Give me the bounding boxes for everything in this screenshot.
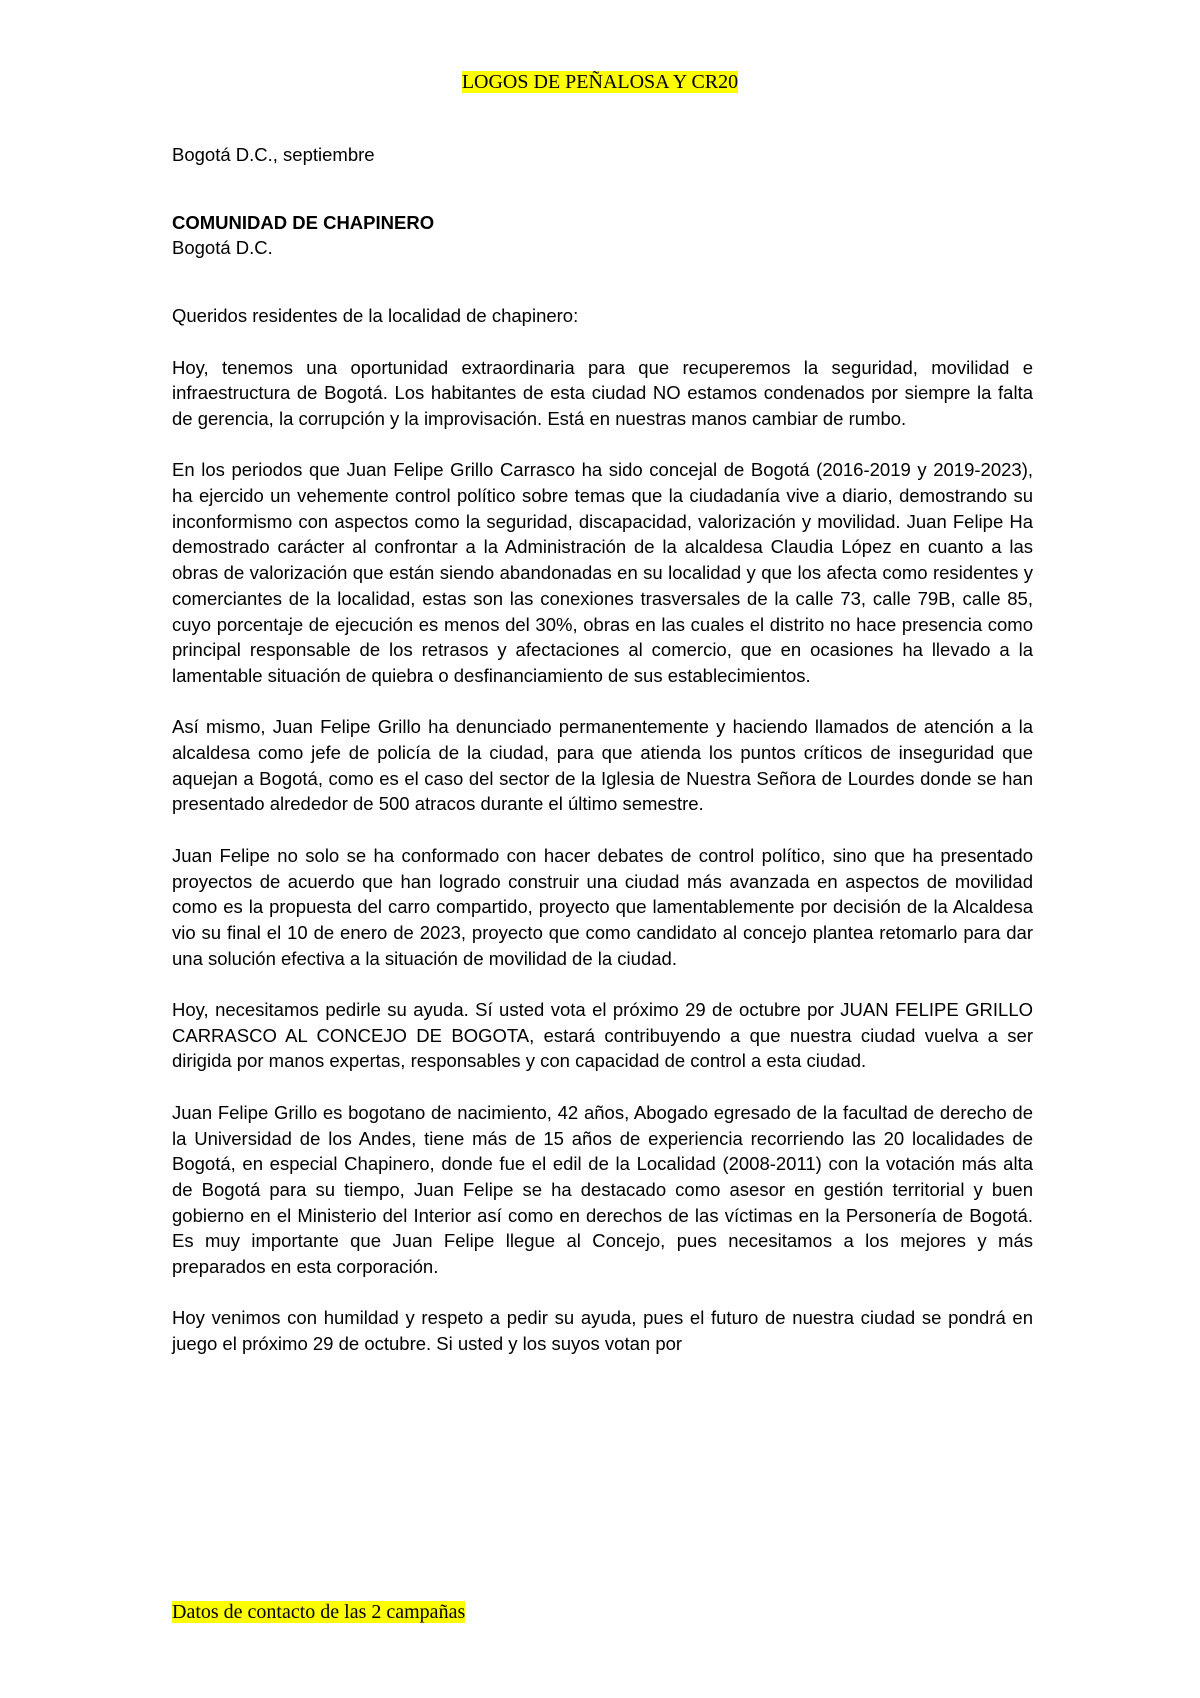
logos-placeholder-text: LOGOS DE PEÑALOSA Y CR20 [461, 71, 739, 93]
paragraph-control-politico: En los periodos que Juan Felipe Grillo Carrasco ha sido concejal de Bogotá (2016-2019 y 2019-2023), ha ejercido un vehemente control político sobre temas que la ciudadanía vive a diario, demostrando su inconformismo con aspectos como la seguridad, discapacidad, valorización y movilidad. Juan Felipe Ha demostrado carácter al confrontar a la Administración de la alcaldesa Claudia López en cuanto a las obras de valorización que están siendo abandonadas en su localidad y que los afecta como residentes y comerciantes de la localidad, estas son las conexiones trasversales de la calle 73, calle 79B, calle 85, cuyo porcentaje de ejecución es menos del 30%, obras en las cuales el distrito no hace presencia como principal responsable de los retrasos y afectaciones al comercio, que en ocasiones ha llevado a la lamentable situación de quiebra o desfinanciamiento de sus establecimientos. [172, 459, 1033, 686]
contact-placeholder-footer [172, 1600, 465, 1624]
recipient-city: Bogotá D.C. [172, 237, 273, 259]
paragraph-cierre: Hoy venimos con humildad y respeto a pedir su ayuda, pues el futuro de nuestra ciudad se pondrá en juego el próximo 29 de octubre. Si usted y los suyos votan por [172, 1307, 1033, 1355]
paragraph-seguridad: Así mismo, Juan Felipe Grillo ha denunciado permanentemente y haciendo llamados de atención a la alcaldesa como jefe de policía de la ciudad, para que atienda los puntos críticos de inseguridad que aquejan a Bogotá, como es el caso del sector de la Iglesia de Nuestra Señora de Lourdes donde se han presentado alrededor de 500 atracos durante el último semestre. [172, 716, 1033, 815]
paragraph-voto: Hoy, necesitamos pedirle su ayuda. Sí usted vota el próximo 29 de octubre por JUAN FELIPE GRILLO CARRASCO AL CONCEJO DE BOGOTA, estará contribuyendo a que nuestra ciudad vuelva a ser dirigida por manos expertas, responsables y con capacidad de control a esta ciudad. [172, 999, 1033, 1072]
letter-body [172, 142, 1033, 1383]
contact-placeholder-text: Datos de contacto de las 2 campañas [172, 1601, 466, 1623]
paragraph-proyectos: Juan Felipe no solo se ha conformado con hacer debates de control político, sino que ha presentado proyectos de acuerdo que han logrado construir una ciudad más avanzada en aspectos de movilidad como es la propuesta del carro compartido, proyecto que lamentablemente por decisión de la Alcaldesa vio su final el 10 de enero de 2023, proyecto que como candidato al concejo plantea retomarlo para dar una solución efectiva a la situación de movilidad de la ciudad. [172, 844, 1033, 969]
paragraph-opportunity: Hoy, tenemos una oportunidad extraordinaria para que recuperemos la seguridad, movilidad e infraestructura de Bogotá. Los habitantes de esta ciudad NO estamos condenados por siempre la falta de gerencia, la corrupción y la improvisación. Está en nuestras manos cambiar de rumbo. [172, 356, 1033, 429]
date-line: Bogotá D.C., septiembre [172, 144, 375, 165]
salutation: Queridos residentes de la localidad de chapinero: [172, 305, 579, 327]
paragraph-biografia: Juan Felipe Grillo es bogotano de nacimiento, 42 años, Abogado egresado de la facultad de derecho de la Universidad de los Andes, tiene más de 15 años de experiencia recorriendo las 20 localidades de Bogotá, en especial Chapinero, donde fue el edil de la Localidad (2008-2011) con la votación más alta de Bogotá para su tiempo, Juan Felipe se ha destacado como asesor en gestión territorial y buen gobierno en el Ministerio del Interior así como en derechos de las víctimas en la Personería de Bogotá. Es muy importante que Juan Felipe llegue al Concejo, pues necesitamos a los mejores y más preparados en esta corporación. [172, 1101, 1033, 1278]
logos-placeholder-header [0, 70, 1200, 94]
recipient-name: COMUNIDAD DE CHAPINERO [172, 211, 435, 233]
